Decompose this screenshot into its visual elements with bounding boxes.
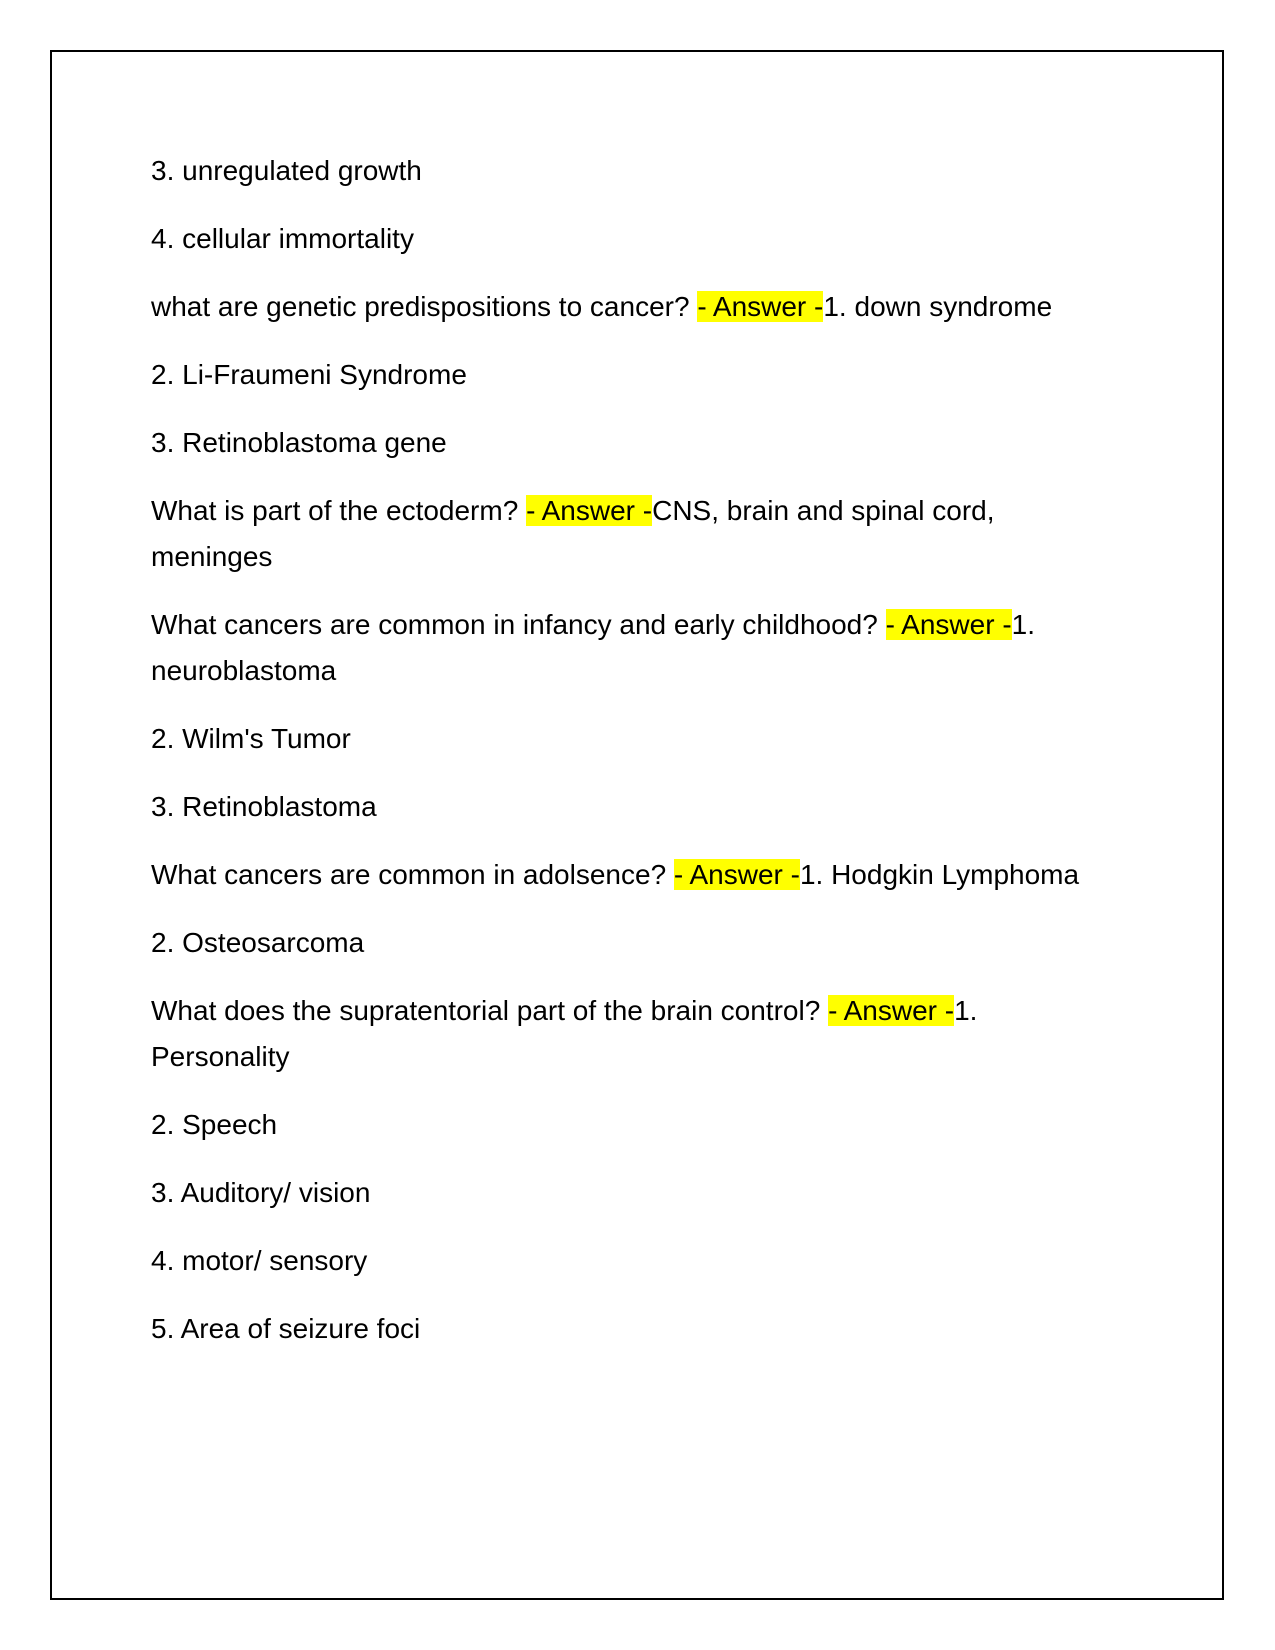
question-text: What does the supratentorial part of the brain control?: [151, 995, 829, 1026]
answer-text: 1. neuroblastoma: [151, 609, 1035, 686]
list-item: 3. Retinoblastoma gene: [151, 427, 447, 458]
question-answer: [151, 988, 1111, 1080]
answer-text: CNS, brain and spinal cord, meninges: [151, 495, 995, 572]
answer-text: 1. Personality: [151, 995, 978, 1072]
list-item: 3. Retinoblastoma: [151, 791, 377, 822]
list-item: 3. unregulated growth: [151, 155, 422, 186]
answer-text: 1. down syndrome: [823, 291, 1053, 322]
question-text: What cancers are common in adolsence?: [151, 859, 674, 890]
question-text: What cancers are common in infancy and early childhood?: [151, 609, 886, 640]
list-item: 3. Auditory/ vision: [151, 1177, 371, 1208]
answer-label-highlight: - Answer -: [697, 291, 824, 322]
question-answer: [151, 488, 1111, 580]
list-item: 5. Area of seizure foci: [151, 1313, 421, 1344]
question-answer: [151, 284, 1111, 330]
question-answer: [151, 852, 1111, 898]
answer-text: 1. Hodgkin Lymphoma: [799, 859, 1080, 890]
list-item: 2. Osteosarcoma: [151, 927, 365, 958]
list-item: 4. cellular immortality: [151, 223, 414, 254]
answer-label-highlight: - Answer -: [828, 995, 955, 1026]
answer-label-highlight: - Answer -: [885, 609, 1012, 640]
question-text: what are genetic predispositions to cancer?: [151, 291, 698, 322]
document-body: [151, 148, 1111, 1374]
list-item: 2. Li-Fraumeni Syndrome: [151, 359, 467, 390]
question-text: What is part of the ectoderm?: [151, 495, 527, 526]
question-answer: [151, 602, 1111, 694]
list-item: 2. Speech: [151, 1109, 278, 1140]
answer-label-highlight: - Answer -: [673, 859, 800, 890]
list-item: 2. Wilm's Tumor: [151, 723, 351, 754]
list-item: 4. motor/ sensory: [151, 1245, 368, 1276]
answer-label-highlight: - Answer -: [526, 495, 653, 526]
